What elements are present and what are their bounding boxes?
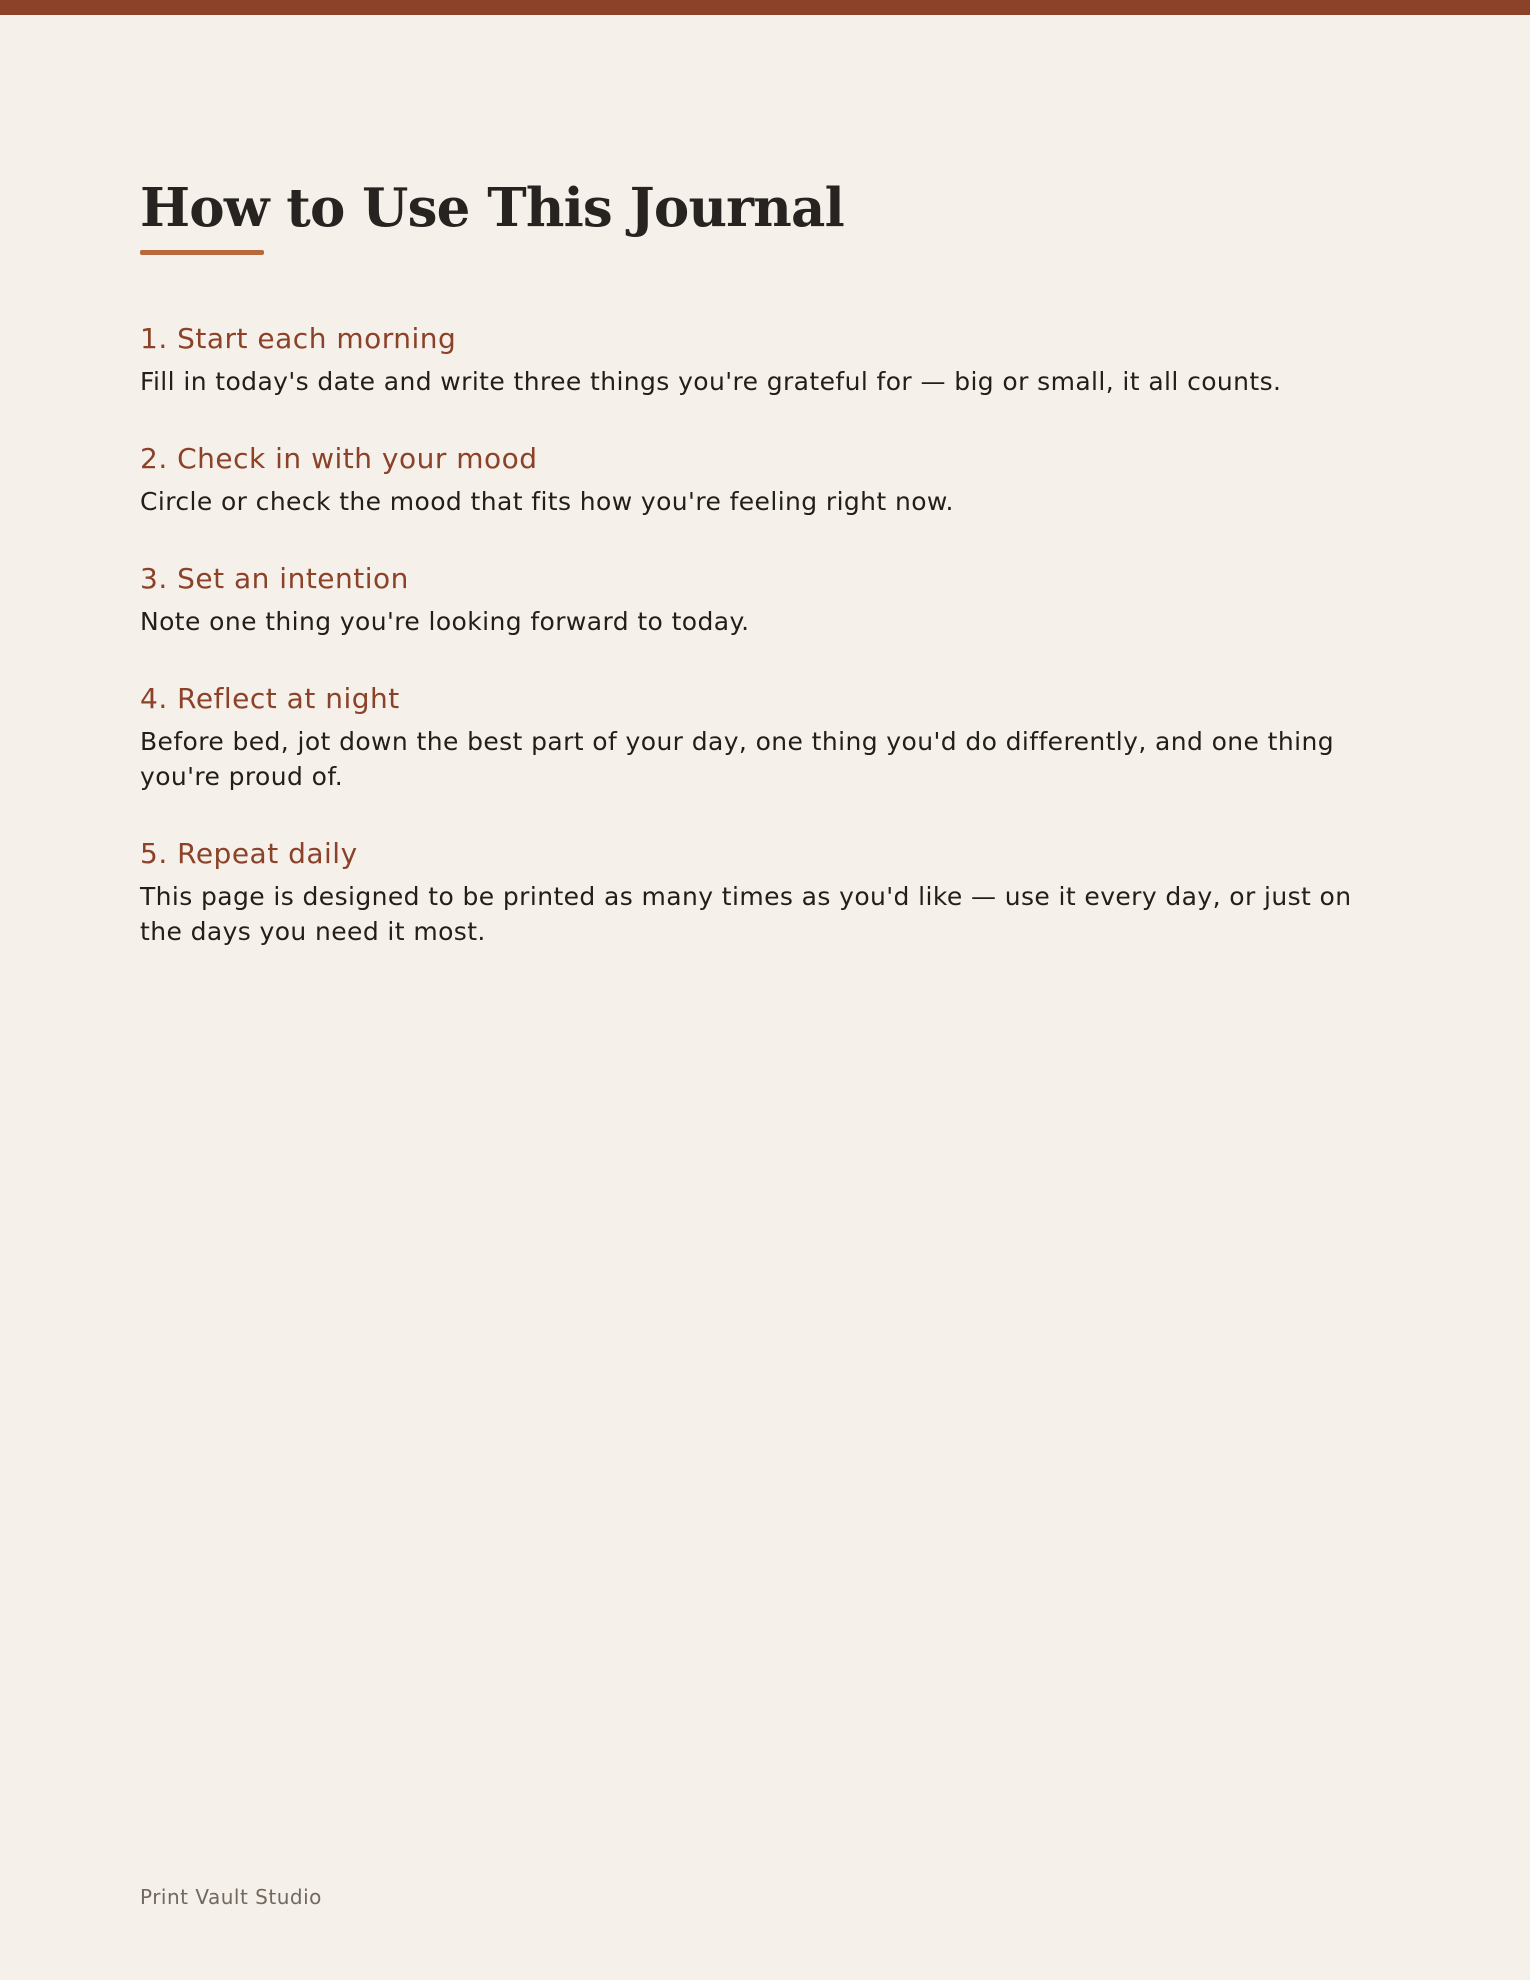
step-check-in-mood — [140, 442, 1390, 519]
step-heading: 1. Start each morning — [140, 322, 457, 355]
title-underline — [140, 250, 264, 255]
step-set-intention — [140, 562, 1390, 639]
step-description: Before bed, jot down the best part of your day, one thing you'd do differently, and one thing you're proud of. — [140, 727, 1334, 791]
instruction-steps — [140, 322, 1390, 949]
studio-footer: Print Vault Studio — [140, 1885, 322, 1909]
step-heading: 4. Reflect at night — [140, 682, 400, 715]
step-description: Fill in today's date and write three things you're grateful for — big or small, it all counts. — [140, 367, 1282, 396]
journal-instructions-page — [140, 170, 1390, 992]
step-heading: 3. Set an intention — [140, 562, 409, 595]
top-accent-bar — [0, 0, 1530, 15]
step-repeat-daily — [140, 837, 1390, 949]
step-heading: 2. Check in with your mood — [140, 442, 538, 475]
step-description: Circle or check the mood that fits how you're feeling right now. — [140, 487, 954, 516]
step-reflect-at-night — [140, 682, 1390, 794]
step-description: Note one thing you're looking forward to today. — [140, 607, 750, 636]
step-start-each-morning — [140, 322, 1390, 399]
step-heading: 5. Repeat daily — [140, 837, 358, 870]
page-title: How to Use This Journal — [140, 177, 844, 239]
step-description: This page is designed to be printed as many times as you'd like — use it every day, or just on the days you need it most. — [140, 882, 1352, 946]
